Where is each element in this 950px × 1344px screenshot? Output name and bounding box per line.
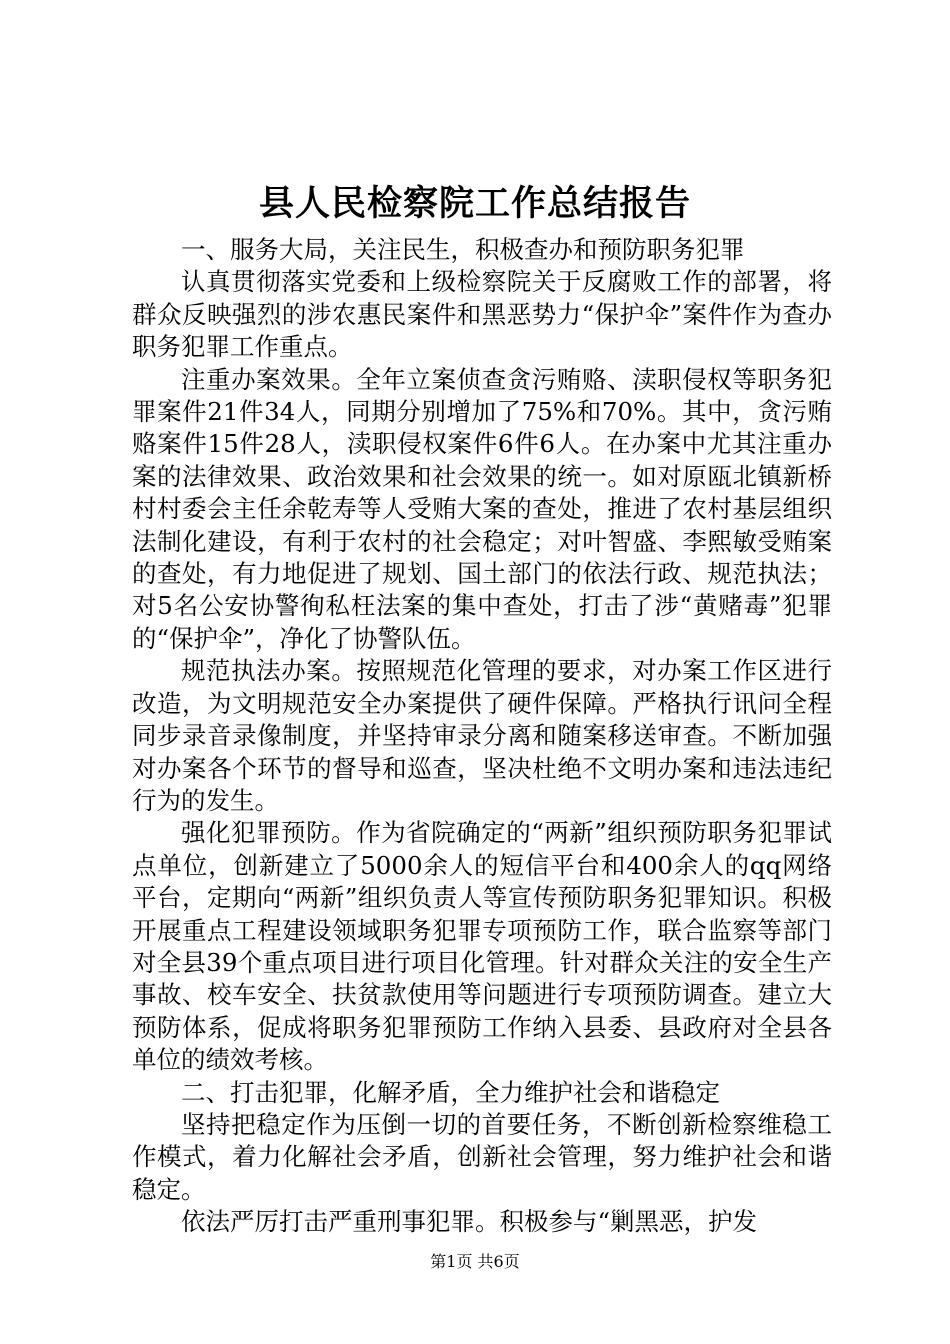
section-heading-1: 一、服务大局，关注民生，积极查办和预防职务犯罪 [181,235,745,264]
document-title: 县人民检察院工作总结报告 [258,183,691,224]
paragraph-standardized-enforcement: 规范执法办案。按照规范化管理的要求，对办案工作区进行改造，为文明规范安全办案提供了硬件保障。严格执行讯问全程同步录音录像制度，并坚持审录分离和随案移送审查。不断加强对办案各个环节的督导和巡查，坚决杜绝不文明办案和违法违纪行为的发生。 [132,656,832,815]
section-heading-2: 二、打击犯罪，化解矛盾，全力维护社会和谐稳定 [181,1077,720,1107]
paragraph-stability: 坚持把稳定作为压倒一切的首要任务，不断创新检察维稳工作模式，着力化解社会矛盾，创新社会管理，努力维护社会和谐稳定。 [132,1109,832,1204]
paragraph-crackdown: 依法严厉打击严重刑事犯罪。积极参与“剿黑恶，护发 [181,1207,758,1237]
page-number-footer: 第1页 共6页 [430,1252,520,1271]
paragraph-crime-prevention: 强化犯罪预防。作为省院确定的“两新”组织预防职务犯罪试点单位，创新建立了5000余人的短信平台和400余人的qq网络平台，定期向“两新”组织负责人等宣传预防职务犯罪知识。积极开展重点工程建设领域职务犯罪专项预防工作，联合监察等部门对全县39个重点项目进行项目化管理。针对群众关注的安全生产事故、校车安全、扶贫款使用等问题进行专项预防调查。建立大预防体系，促成将职务犯罪预防工作纳入县委、县政府对全县各单位的绩效考核。 [132,818,832,1075]
paragraph-case-results: 注重办案效果。全年立案侦查贪污贿赂、渎职侵权等职务犯罪案件21件34人，同期分别增加了75%和70%。其中，贪污贿赂案件15件28人，渎职侵权案件6件6人。在办案中尤其注重办案的法律效果、政治效果和社会效果的统一。如对原瓯北镇新桥村村委会主任余乾寿等人受贿大案的查处，推进了农村基层组织法制化建设，有利于农村的社会稳定；对叶智盛、李熙敏受贿案的查处，有力地促进了规划、国土部门的依法行政、规范执法；对5名公安协警徇私枉法案的集中查处，打击了涉“黄赌毒”犯罪的“保护伞”，净化了协警队伍。 [132,364,832,653]
document-body [132,234,832,1239]
paragraph-intro: 认真贯彻落实党委和上级检察院关于反腐败工作的部署，将群众反映强烈的涉农惠民案件和黑恶势力“保护伞”案件作为查办职务犯罪工作重点。 [132,267,832,362]
